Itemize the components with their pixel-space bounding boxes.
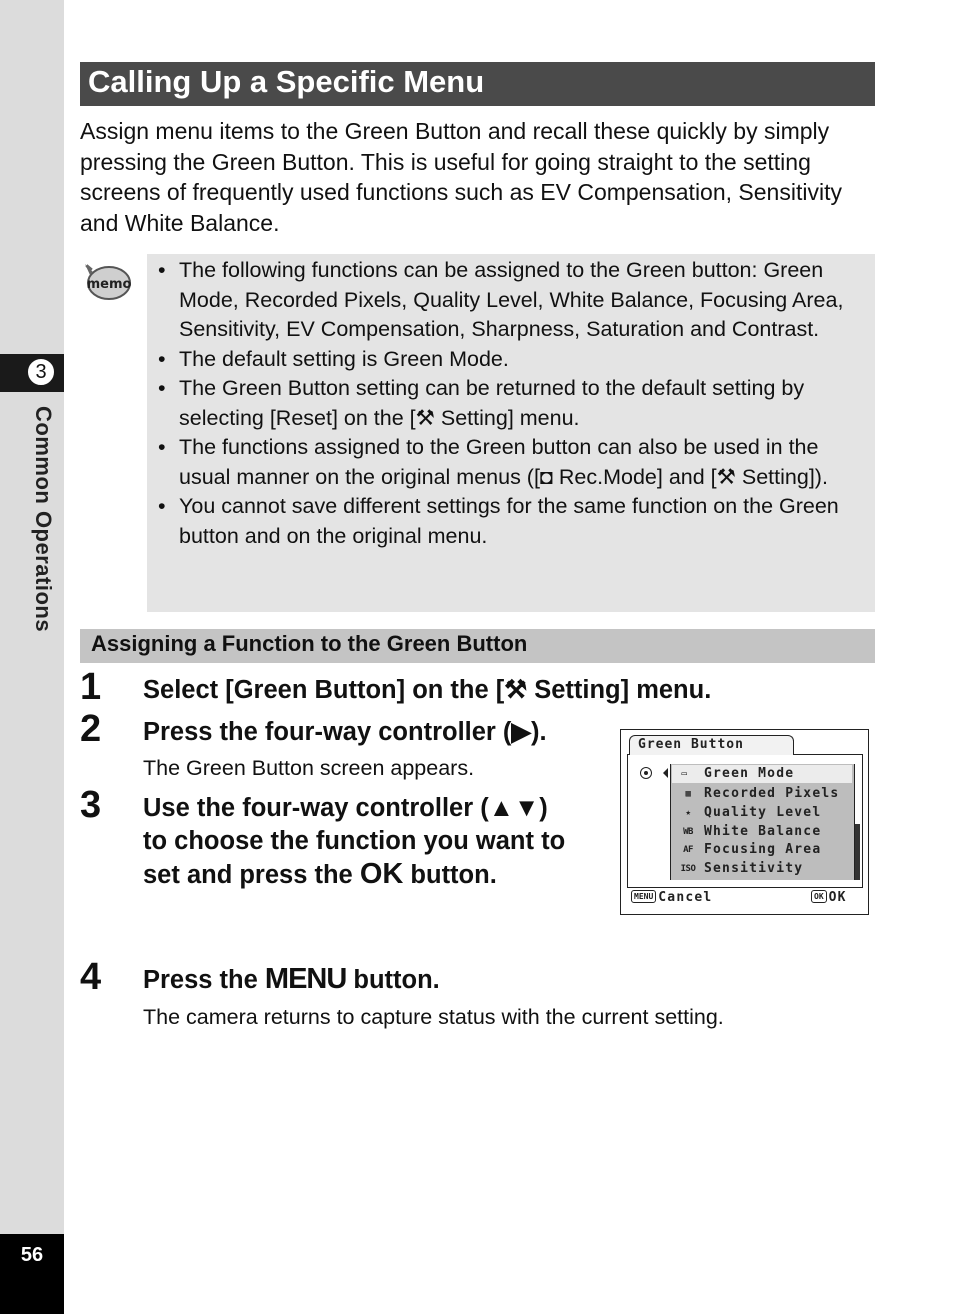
left-arrow-icon [663,768,668,778]
memo-item: • The following functions can be assigned to the Green button: Green Mode, Recorded Pixels, Quality Level, White Balance, Focusing Area, Sensitivity, EV Compensation, Sharpness, Saturation and Contrast. [158,256,868,345]
white-balance-icon: WB [683,827,693,837]
step-2-number: 2 [80,708,102,750]
memo-item: • The functions assigned to the Green button can also be used in the usual manner on the original menus ([◘ Rec.Mode] and [⚒ Setting]). [158,433,868,492]
step-3-title-line-2: to choose the function you want to [143,827,566,855]
ok-key-icon: OK [811,890,827,903]
function-label: Sensitivity [704,861,804,876]
quality-level-icon: ★ [685,808,691,818]
step-4-note: The camera returns to capture status with the current setting. [143,1005,724,1029]
step-4-title-start: Press the [143,966,265,994]
chapter-number: 3 [26,357,56,387]
ok-button[interactable] [811,890,847,906]
function-label: Quality Level [704,805,822,820]
focusing-area-icon: AF [683,845,693,855]
function-label: Focusing Area [704,842,822,857]
scrollbar-thumb [855,824,860,880]
svg-text:memo: memo [86,277,132,292]
intro-paragraph: Assign menu items to the Green Button and recall these quickly by simply pressing the Green Button. This is useful for going straight to the setting screens of frequently used functions such as EV Compensation, Sensitivity and White Balance. [80,118,842,236]
sensitivity-icon: ISO [680,864,696,874]
function-item[interactable] [672,765,852,783]
step-2-note: The Green Button screen appears. [143,756,475,780]
page-number: 56 [20,1244,44,1266]
chapter-label: Common Operations [31,406,56,633]
step-1-title: Select [Green Button] on the [⚒ Setting] menu. [143,676,712,704]
menu-key-icon: MENU [631,890,656,903]
function-item[interactable] [676,804,854,822]
recorded-pixels-icon: ▦ [685,789,691,799]
radio-icon [640,767,652,779]
cancel-label: Cancel [658,890,713,905]
side-tab [0,0,64,1314]
function-item[interactable] [676,841,854,859]
green-mode-icon: ▭ [681,769,687,779]
step-4-number: 4 [80,956,102,998]
step-3-title-text: set and press the [143,861,360,889]
memo-item: • The Green Button setting can be returned to the default setting by selecting [Reset] on the [⚒ Setting] menu. [158,374,868,433]
memo-icon [82,260,132,304]
memo-list [158,256,868,551]
step-3-title-line-1: Use the four-way controller (▲▼) [143,794,548,822]
memo-item: • The default setting is Green Mode. [158,345,868,375]
step-4-title [143,963,440,997]
function-label: White Balance [704,824,822,839]
function-item[interactable] [676,860,854,878]
function-item[interactable] [676,785,854,803]
cancel-button[interactable] [631,890,712,906]
ok-button-symbol: OK [359,858,404,890]
function-label: Green Mode [704,766,795,781]
memo-item: • You cannot save different settings for the same function on the Green button and on the original menu. [158,492,868,551]
function-label: Recorded Pixels [704,786,840,801]
page-title: Calling Up a Specific Menu [88,64,485,99]
step-2-title: Press the four-way controller (▶). [143,718,547,746]
menu-button-symbol: MENU [264,963,347,995]
step-1-number: 1 [80,666,102,708]
step-3-number: 3 [80,784,102,826]
subheading: Assigning a Function to the Green Button [91,631,528,656]
step-4-title-end: button. [346,966,440,994]
function-item[interactable] [676,823,854,841]
step-3-title-end: button. [403,861,497,889]
screen-tab: Green Button [629,735,794,755]
ok-label: OK [828,890,847,905]
step-3-title-line-3 [143,858,497,892]
